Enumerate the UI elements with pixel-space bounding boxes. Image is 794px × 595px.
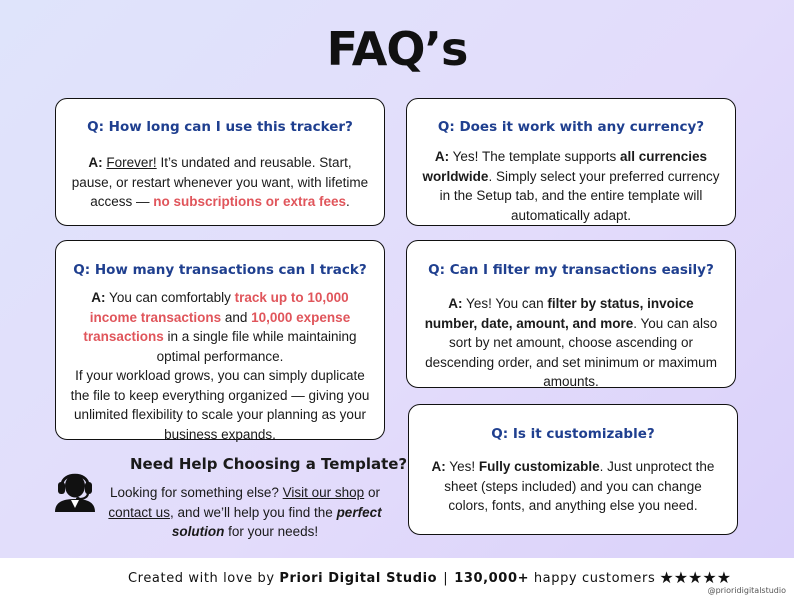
help-title: Need Help Choosing a Template?	[130, 455, 408, 473]
support-agent-icon	[53, 464, 97, 512]
forever-text: Forever!	[106, 155, 157, 170]
contact-us-link[interactable]: contact us	[108, 504, 170, 520]
footer-credits	[128, 568, 731, 587]
answer-highlight: 10,000 expense transactions	[83, 309, 351, 344]
answer-bold: Fully customizable	[478, 459, 600, 474]
faq-question: Q: Can I filter my transactions easily?	[428, 262, 714, 278]
faq-question: Q: How long can I use this tracker?	[87, 119, 353, 135]
faq-card-transactions	[55, 240, 385, 440]
help-text-part: or	[364, 485, 380, 500]
answer-text: . Just unprotect the sheet (steps included) and you can change colors, fonts, and anything else you need.	[444, 459, 715, 513]
answer-prefix: A:	[448, 296, 463, 311]
answer-highlight: track up to 10,000 income transactions	[89, 290, 349, 325]
answer-text: It’s undated and reusable. Start, pause, or restart whenever you want, with lifetime access —	[71, 155, 369, 209]
page-title: FAQ’s	[326, 22, 468, 76]
faq-answer	[70, 288, 370, 444]
studio-name: Priori Digital Studio	[279, 571, 438, 586]
faq-card-tracker-duration	[55, 98, 385, 226]
help-text-part: for your needs!	[224, 524, 319, 539]
answer-text: in a single file while maintaining optimal performance.	[156, 329, 357, 364]
faq-card-currency	[406, 98, 736, 226]
answer-text: Yes!	[445, 459, 479, 474]
social-handle: @prioridigitalstudio	[707, 586, 786, 595]
help-text-part: , and we’ll help you find the	[169, 504, 337, 520]
help-text	[104, 483, 386, 542]
answer-bold: all currencies worldwide	[422, 149, 708, 184]
faq-answer	[423, 457, 723, 516]
customers-text: happy customers	[529, 571, 656, 586]
faq-answer	[70, 153, 370, 212]
help-text-part: Looking for something else?	[110, 485, 283, 500]
customer-count: 130,000+	[454, 571, 530, 586]
faq-answer	[421, 147, 721, 225]
footer-created-text: Created with love by	[128, 571, 280, 586]
answer-text: . You can also sort by net amount, choose ascending or descending order, and set minimum or maximum amounts.	[425, 315, 718, 389]
answer-prefix: A:	[88, 155, 103, 170]
footer	[0, 558, 794, 595]
answer-text: .	[346, 194, 350, 209]
visit-shop-link[interactable]: Visit our shop	[282, 485, 365, 500]
help-emphasis: perfect solution	[171, 504, 382, 539]
faq-card-filter	[406, 240, 736, 388]
answer-prefix: A:	[431, 459, 446, 474]
answer-text: Yes! You can	[462, 296, 548, 311]
answer-text: Yes! The template supports	[449, 149, 621, 164]
faq-answer	[421, 294, 721, 392]
faq-question: Q: How many transactions can I track?	[73, 262, 367, 278]
answer-text: . Simply select your preferred currency in the Setup tab, and the entire template will automatically adapt.	[439, 168, 720, 223]
answer-text: If your workload grows, you can simply duplicate the file to keep everything organized — giving you unlimited flexibility to scale your planning as your business expands.	[70, 368, 370, 442]
footer-separator: |	[443, 571, 449, 586]
answer-prefix: A:	[91, 290, 106, 305]
faq-card-customizable	[408, 404, 738, 535]
answer-highlight: no subscriptions or extra fees	[153, 194, 347, 209]
faq-question: Q: Is it customizable?	[491, 426, 655, 442]
answer-text: and	[221, 309, 252, 325]
answer-prefix: A:	[434, 149, 450, 164]
answer-bold: filter by status, invoice number, date, amount, and more	[424, 296, 694, 331]
faq-question: Q: Does it work with any currency?	[437, 119, 705, 135]
rating-stars-icon: ★★★★★	[659, 568, 732, 587]
answer-text: You can comfortably	[105, 290, 235, 305]
